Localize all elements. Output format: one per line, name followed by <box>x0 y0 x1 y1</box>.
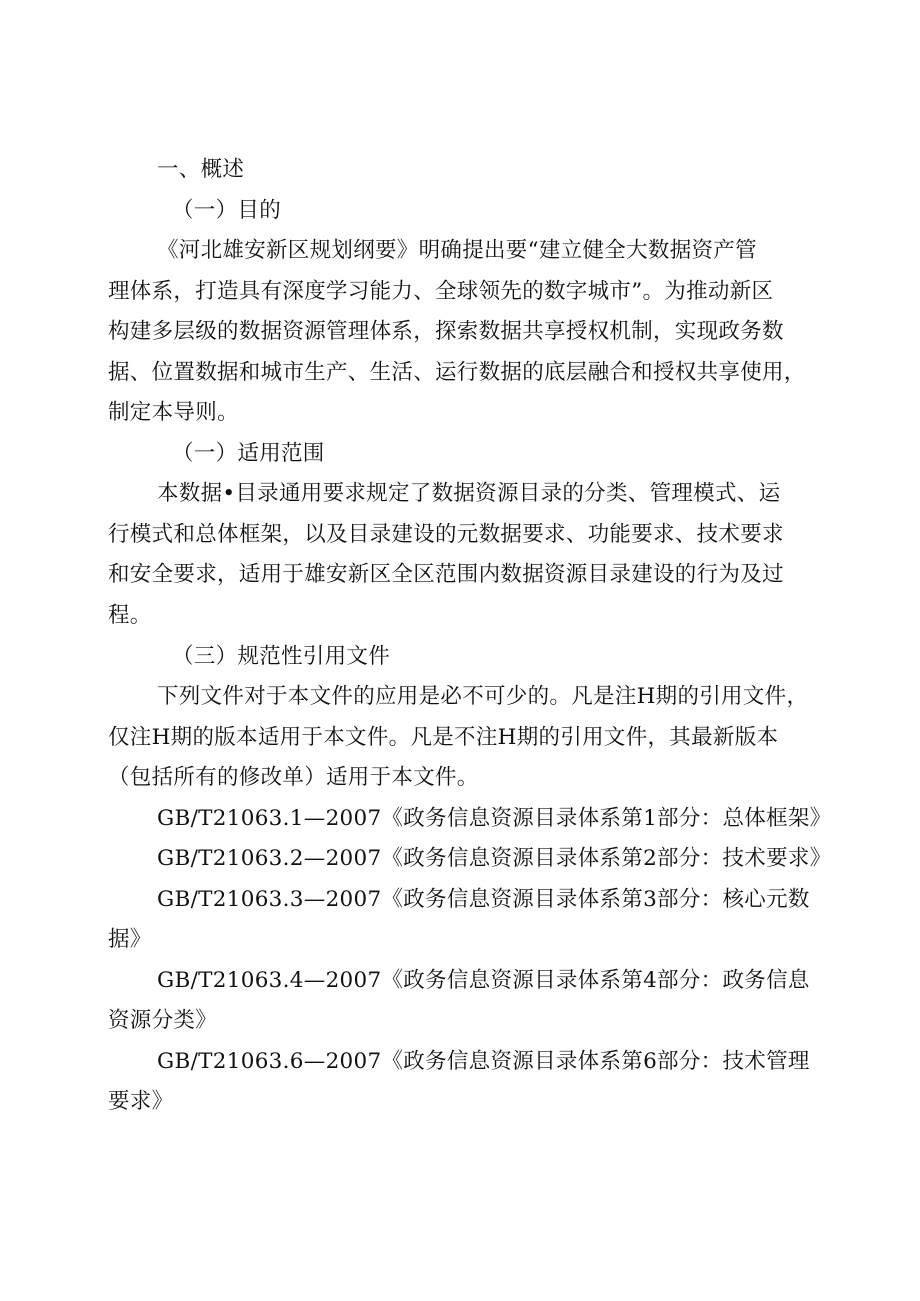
reference-item: GB/T21063.6—2007《政务信息资源目录体系第6部分：技术管理 <box>157 1049 810 1074</box>
paragraph-line: 制定本导则。 <box>108 400 239 425</box>
reference-item-cont: 要求》 <box>108 1089 174 1114</box>
subsection-heading-purpose: （一）目的 <box>172 198 282 223</box>
paragraph-line: 据、位置数据和城市生产、生活、运行数据的底层融合和授权共享使用， <box>108 360 806 385</box>
paragraph-line: 和安全要求，适用于雄安新区全区范围内数据资源目录建设的行为及过 <box>108 562 784 587</box>
reference-item-cont: 据》 <box>108 927 152 952</box>
reference-item: GB/T21063.1—2007《政务信息资源目录体系第1部分：总体框架》 <box>157 806 832 831</box>
paragraph-line: 行模式和总体框架，以及目录建设的元数据要求、功能要求、技术要求 <box>108 522 784 547</box>
paragraph-line: 本数据•目录通用要求规定了数据资源目录的分类、管理模式、运 <box>157 481 781 506</box>
section-heading: 一、概述 <box>157 157 245 182</box>
paragraph-line: 程。 <box>108 603 152 628</box>
reference-item: GB/T21063.2—2007《政务信息资源目录体系第2部分：技术要求》 <box>157 846 832 871</box>
paragraph-line: （包括所有的修改单）适用于本文件。 <box>108 765 479 790</box>
paragraph-line: 下列文件对于本文件的应用是必不可少的。凡是注H期的引用文件， <box>157 684 809 709</box>
subsection-heading-references: （三）规范性引用文件 <box>172 644 391 669</box>
subsection-heading-scope: （一）适用范围 <box>172 441 325 466</box>
reference-item: GB/T21063.3—2007《政务信息资源目录体系第3部分：核心元数 <box>157 887 810 912</box>
paragraph-line: 理体系，打造具有深度学习能力、全球领先的数字城市”。为推动新区 <box>108 279 774 304</box>
reference-item-cont: 资源分类》 <box>108 1008 218 1033</box>
paragraph-line: 仅注H期的版本适用于本文件。凡是不注H期的引用文件，其最新版本 <box>108 725 779 750</box>
paragraph-line: 《河北雄安新区规划纲要》明确提出要“建立健全大数据资产管 <box>157 238 757 263</box>
reference-item: GB/T21063.4—2007《政务信息资源目录体系第4部分：政务信息 <box>157 968 810 993</box>
paragraph-line: 构建多层级的数据资源管理体系，探索数据共享授权机制，实现政务数 <box>108 319 784 344</box>
